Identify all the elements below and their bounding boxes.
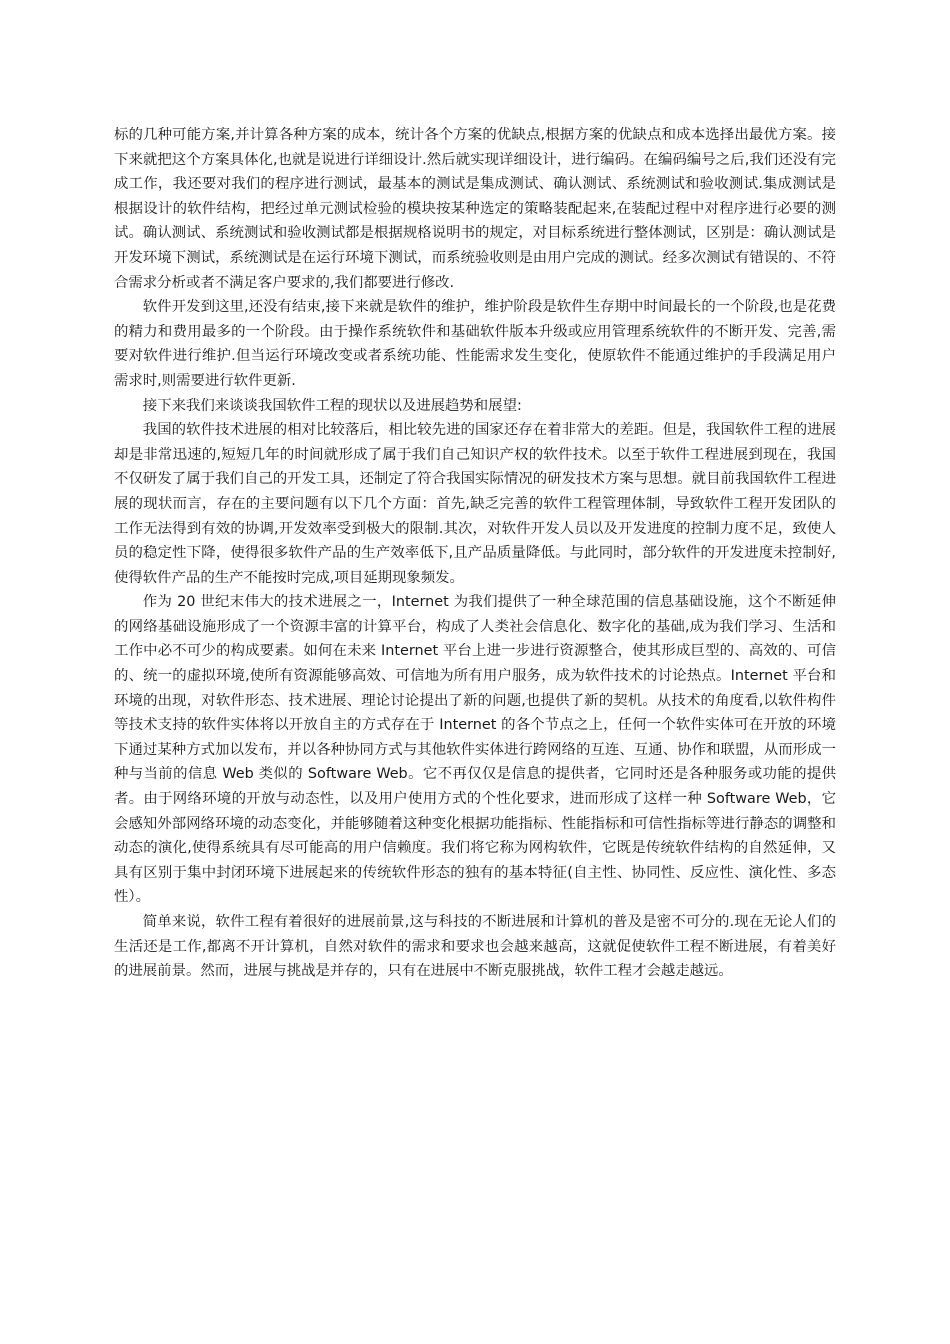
paragraph-intro-status: 接下来我们来谈谈我国软件工程的现状以及进展趋势和展望: [142,397,522,414]
paragraph-internet: 作为 20 世纪末伟大的技术进展之一，Internet 为我们提供了一种全球范围的信息基础设施，这个不断延伸的网络基础设施形成了一个资源丰富的计算平台，构成了人类社会信息化、数字化的基础,成为我们学习、生活和工作中必不可少的构成要素。如何在未来 Internet 平台上进一步进行资源整合，使其形成巨型的、高效的、可信的、统一的虚拟环境,使所有资源能够高效、可信地为所有用户服务，成为软件技术的讨论热点。Internet 平台和环境的出现，对软件形态、技术进展、理论讨论提出了新的问题,也提供了新的契机。从技术的角度看,以软件构件等技术支持的软件实体将以开放自主的方式存在于 Internet 的各个节点之上，任何一个软件实体可在开放的环境下通过某种方式加以发布，并以各种协同方式与其他软件实体进行跨网络的互连、互通、协作和联盟，从而形成一种与当前的信息 Web 类似的 Software Web。它不再仅仅是信息的提供者，它同时还是各种服务或功能的提供者。由于网络环境的开放与动态性，以及用户使用方式的个性化要求，进而形成了这样一种 Software Web，它会感知外部网络环境的动态变化，并能够随着这种变化根据功能指标、性能指标和可信性指标等进行静态的调整和动态的演化,使得系统具有尽可能高的用户信赖度。我们将它称为网构软件，它既是传统软件结构的自然延伸，又具有区别于集中封闭环境下进展起来的传统软件形态的独有的基本特征(自主性、协同性、反应性、演化性、多态性）。 [114,594,836,906]
document-body [114,123,836,984]
paragraph-testing: 标的几种可能方案,并计算各种方案的成本，统计各个方案的优缺点,根据方案的优缺点和成本选择出最优方案。接下来就把这个方案具体化,也就是说进行详细设计.然后就实现详细设计，进行编码。在编码编号之后,我们还没有完成工作，我还要对我们的程序进行测试，最基本的测试是集成测试、确认测试、系统测试和验收测试.集成测试是根据设计的软件结构，把经过单元测试检验的模块按某种选定的策略装配起来,在装配过程中对程序进行必要的测试。确认测试、系统测试和验收测试都是根据规格说明书的规定，对目标系统进行整体测试，区别是：确认测试是开发环境下测试，系统测试是在运行环境下测试，而系统验收则是由用户完成的测试。经多次测试有错误的、不符合需求分析或者不满足客户要求的,我们都要进行修改. [114,127,836,291]
paragraph-maintenance: 软件开发到这里,还没有结束,接下来就是软件的维护，维护阶段是软件生存期中时间最长的一个阶段,也是花费的精力和费用最多的一个阶段。由于操作系统软件和基础软件版本升级或应用管理系统软件的不断开发、完善,需要对软件进行维护.但当运行环境改变或者系统功能、性能需求发生变化，使原软件不能通过维护的手段满足用户需求时,则需要进行软件更新. [114,299,836,389]
paragraph-conclusion: 简单来说，软件工程有着很好的进展前景,这与科技的不断进展和计算机的普及是密不可分的.现在无论人们的生活还是工作,都离不开计算机，自然对软件的需求和要求也会越来越高，这就促使软件工程不断进展，有着美好的进展前景。然而，进展与挑战是并存的，只有在进展中不断克服挑战，软件工程才会越走越远。 [114,914,836,980]
paragraph-domestic-status: 我国的软件技术进展的相对比较落后，相比较先进的国家还存在着非常大的差距。但是，我国软件工程的进展却是非常迅速的,短短几年的时间就形成了属于我们自己知识产权的软件技术。以至于软件工程进展到现在，我国不仅研发了属于我们自己的开发工具，还制定了符合我国实际情况的研发技术方案与思想。就目前我国软件工程进展的现状而言，存在的主要问题有以下几个方面：首先,缺乏完善的软件工程管理体制，导致软件工程开发团队的工作无法得到有效的协调,开发效率受到极大的限制.其次，对软件开发人员以及开发进度的控制力度不足，致使人员的稳定性下降，使得很多软件产品的生产效率低下,且产品质量降低。与此同时，部分软件的开发进度未控制好,使得软件产品的生产不能按时完成,项目延期现象频发。 [114,422,836,586]
